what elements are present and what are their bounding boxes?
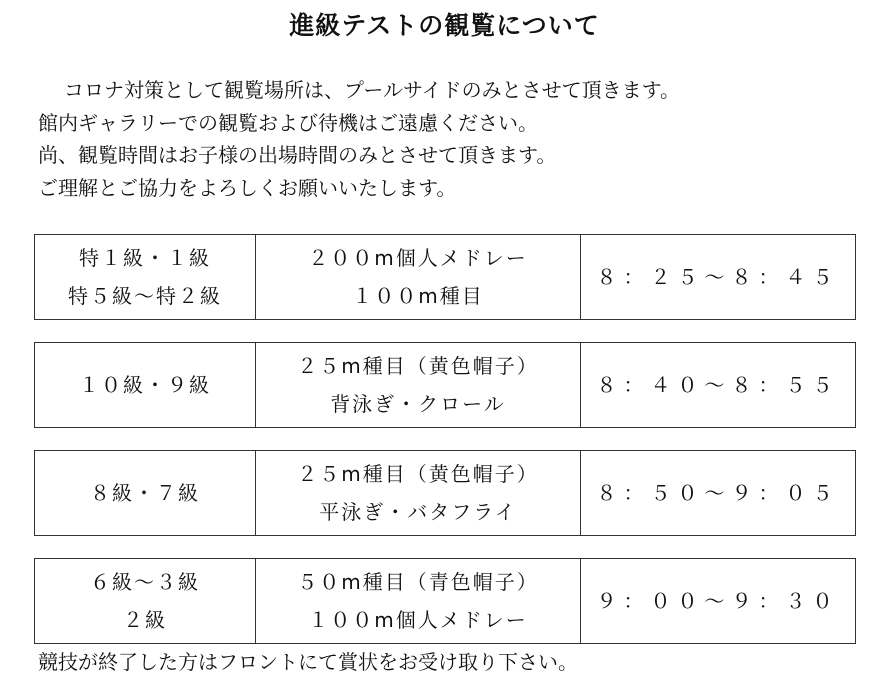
event-cell (256, 343, 581, 427)
time-cell (581, 343, 855, 427)
schedule-row (34, 234, 856, 320)
time-cell (581, 235, 855, 319)
event-label: １００m個人メドレー (308, 608, 528, 632)
event-label: 平泳ぎ・バタフライ (319, 500, 517, 524)
time-label: ８：４０～８：５５ (596, 373, 840, 397)
schedule-row (34, 450, 856, 536)
event-label: １００m種目 (352, 284, 484, 308)
grade-cell (35, 235, 256, 319)
schedule-row (34, 342, 856, 428)
event-cell (256, 235, 581, 319)
grade-label: 特５級～特２級 (68, 284, 222, 308)
notice-line: ご理解とご協力をよろしくお願いいたします。 (38, 175, 457, 200)
grade-label: ８級・７級 (90, 481, 200, 505)
event-label: ２５m種目（黄色帽子） (297, 354, 539, 378)
notice-line: 尚、観覧時間はお子様の出場時間のみとさせて頂きます。 (38, 143, 557, 167)
event-label: ５０m種目（青色帽子） (297, 570, 539, 594)
time-label: ８：２５～８：４５ (596, 265, 840, 289)
event-label: ２５m種目（黄色帽子） (297, 462, 539, 486)
grade-label: ２級 (123, 608, 167, 632)
grade-label: 特１級・１級 (79, 246, 211, 270)
time-label: ８：５０～９：０５ (596, 481, 840, 505)
event-label: 背泳ぎ・クロール (330, 392, 506, 416)
grade-cell (35, 343, 256, 427)
event-label: ２００m個人メドレー (308, 246, 528, 270)
notice-text (38, 74, 878, 204)
grade-label: ６級～３級 (90, 570, 200, 594)
notice-line: コロナ対策として観覧場所は、プールサイドのみとさせて頂きます。 (64, 78, 680, 102)
time-label: ９：００～９：３０ (596, 589, 840, 613)
schedule-row (34, 558, 856, 644)
event-cell (256, 559, 581, 643)
footer-note: 競技が終了した方はフロントにて賞状をお受け取り下さい。 (38, 650, 578, 674)
time-cell (581, 559, 855, 643)
grade-cell (35, 451, 256, 535)
grade-label: １０級・９級 (79, 373, 211, 397)
event-cell (256, 451, 581, 535)
page-title: 進級テストの観覧について (289, 11, 600, 40)
notice-line: 館内ギャラリーでの観覧および待機はご遠慮ください。 (38, 110, 538, 135)
grade-cell (35, 559, 256, 643)
time-cell (581, 451, 855, 535)
